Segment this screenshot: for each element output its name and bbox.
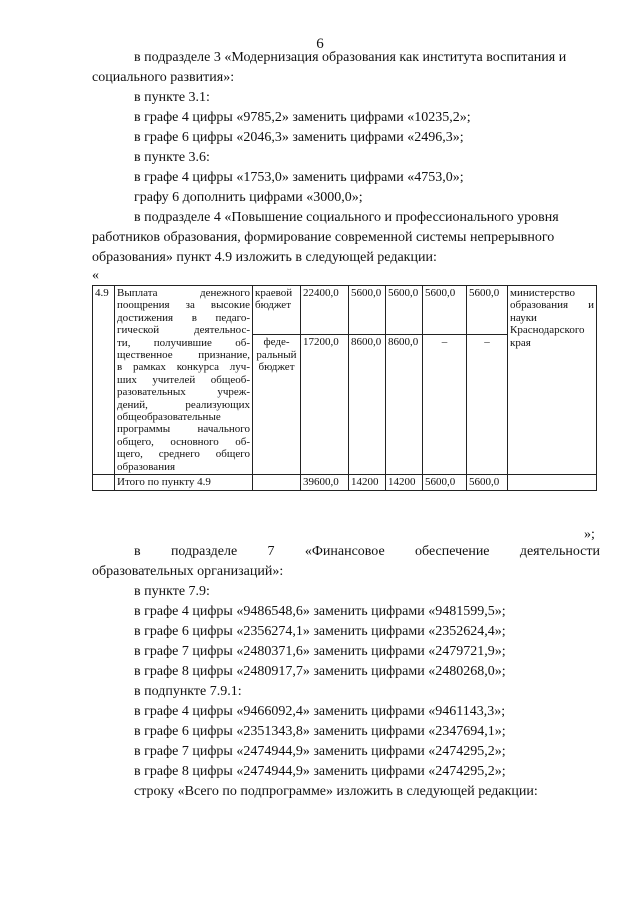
text-line: в подпункте 7.9.1: — [134, 684, 242, 699]
text-line: в подразделе 4 «Повышение социального и профессионального уровня — [134, 210, 559, 225]
value-cell: 5600,0 — [423, 286, 467, 335]
text-line: социального развития»: — [92, 70, 235, 85]
item-name-line: щественное признание, — [117, 349, 250, 362]
value-cell: 22400,0 — [301, 286, 349, 335]
empty-cell — [253, 475, 301, 490]
page-number: 6 — [316, 36, 324, 52]
text-line — [92, 542, 600, 562]
text-line: в графе 6 цифры «2046,3» заменить цифрами «2496,3»; — [134, 130, 464, 145]
text-line: в графе 6 цифры «2351343,8» заменить цифрами «2347694,1»; — [134, 724, 506, 739]
item-name-line: общеобразовательные — [117, 411, 221, 424]
item-name-line: ти, получившие об- — [117, 336, 250, 349]
text-line: работников образования, формирование современной системы непрерывного — [92, 230, 555, 245]
responsible-text: министерство образования и науки Краснодарского края — [510, 287, 594, 349]
value-cell: 5600,0 — [467, 286, 508, 335]
text-line: в пункте 3.6: — [134, 150, 210, 165]
responsible-cell — [508, 286, 597, 475]
text-line: образовательных организаций»: — [92, 564, 284, 579]
empty-cell — [508, 475, 597, 490]
word: деятельности — [519, 544, 600, 559]
closing-quote: »; — [584, 527, 595, 542]
total-value-cell: 5600,0 — [467, 475, 508, 490]
total-value-cell: 5600,0 — [423, 475, 467, 490]
item-name-line: гической деятельнос- — [117, 324, 250, 337]
empty-cell — [93, 475, 115, 490]
word: обеспечение — [415, 544, 490, 559]
word: «Финансовое — [304, 544, 385, 559]
program-table — [92, 285, 597, 491]
text-line: в графе 8 цифры «2474944,9» заменить цифрами «2474295,2»; — [134, 764, 506, 779]
opening-quote: « — [92, 268, 99, 283]
item-name-line: достижения в педаго- — [117, 311, 250, 324]
value-cell: – — [423, 335, 467, 475]
amendment-block-1 — [92, 48, 600, 268]
text-line: в графе 4 цифры «9785,2» заменить цифрами «10235,2»; — [134, 110, 471, 125]
source-cell: феде-ральный бюджет — [253, 335, 301, 475]
item-name — [117, 287, 250, 473]
value-cell: 5600,0 — [349, 286, 386, 335]
item-name-line: общего, основного об- — [117, 435, 250, 448]
total-value-cell: 14200 — [386, 475, 423, 490]
value-cell: 17200,0 — [301, 335, 349, 475]
text-line: строку «Всего по подпрограмме» изложить в следующей редакции: — [134, 784, 538, 799]
text-line: в графе 7 цифры «2474944,9» заменить цифрами «2474295,2»; — [134, 744, 506, 759]
total-value-cell: 14200 — [349, 475, 386, 490]
item-name-line: щего, среднего общего — [117, 448, 250, 461]
item-name-line: поощрения за высокие — [117, 299, 250, 312]
table-row — [93, 286, 597, 335]
value-cell: 5600,0 — [386, 286, 423, 335]
text-line: в графе 4 цифры «9486548,6» заменить цифрами «9481599,5»; — [134, 604, 506, 619]
item-name-line: в рамках конкурса луч- — [117, 361, 250, 374]
item-name-line: программы начального — [117, 423, 250, 436]
total-label-cell: Итого по пункту 4.9 — [115, 475, 253, 490]
item-name-line: разовательных учреж- — [117, 386, 250, 399]
item-name-line: ших учителей общеоб- — [117, 373, 250, 386]
item-name-line: дений, реализующих — [117, 398, 250, 411]
text-line: в графе 6 цифры «2356274,1» заменить цифрами «2352624,4»; — [134, 624, 506, 639]
text-line: в графе 8 цифры «2480917,7» заменить цифрами «2480268,0»; — [134, 664, 506, 679]
text-line: в подразделе 3 «Модернизация образования как института воспитания и — [134, 50, 567, 65]
value-cell: – — [467, 335, 508, 475]
text-line: в графе 7 цифры «2480371,6» заменить цифрами «2479721,9»; — [134, 644, 506, 659]
text-line: графу 6 дополнить цифрами «3000,0»; — [134, 190, 363, 205]
text-line: образования» пункт 4.9 изложить в следующей редакции: — [92, 250, 437, 265]
item-name-cell — [115, 286, 253, 475]
text-line: в пункте 7.9: — [134, 584, 210, 599]
amendment-block-2 — [92, 542, 600, 802]
value-cell: 8600,0 — [349, 335, 386, 475]
word: подразделе — [170, 544, 238, 559]
text-line: в графе 4 цифры «1753,0» заменить цифрами «4753,0»; — [134, 170, 464, 185]
text-line: в графе 4 цифры «9466092,4» заменить цифрами «9461143,3»; — [134, 704, 506, 719]
source-cell: краевой бюджет — [253, 286, 301, 335]
table-total-row — [93, 475, 597, 490]
item-name-line: образования — [117, 460, 176, 473]
item-name-line: Выплата денежного — [117, 287, 250, 299]
word: в — [134, 544, 141, 559]
value-cell: 8600,0 — [386, 335, 423, 475]
total-value-cell: 39600,0 — [301, 475, 349, 490]
word: 7 — [267, 544, 275, 559]
item-number-cell: 4.9 — [93, 286, 115, 475]
text-line: в пункте 3.1: — [134, 90, 210, 105]
